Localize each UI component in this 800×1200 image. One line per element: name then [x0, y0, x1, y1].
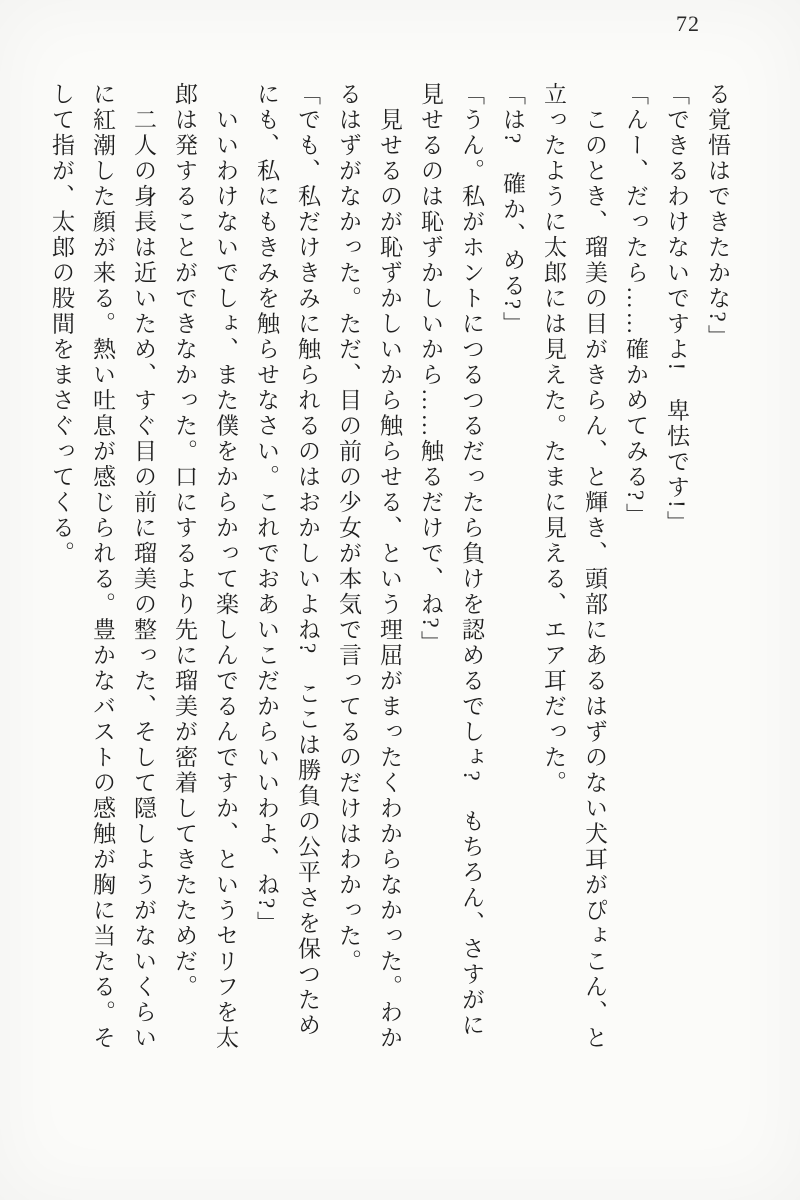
- text-line: 見せるのが恥ずかしいから触らせる、という理屈がまったくわからなかった。わか: [377, 82, 402, 1051]
- text-line: このとき、瑠美の目がきらん、と輝き、頭部にあるはずのない犬耳がぴょこん、と: [582, 82, 607, 1051]
- text-line: 「でも、私だけきみに触られるのはおかしいよね? ここは勝負の公平さを保つため: [295, 82, 320, 1039]
- text-line: 「んー、だったら……確かめてみる?」: [623, 82, 648, 529]
- text-line: 「できるわけないですよ! 卑怯です!」: [664, 82, 689, 536]
- text-line: に紅潮した顔が来る。熱い吐息が感じられる。豊かなバストの感触が胸に当たる。そ: [90, 82, 115, 1051]
- page-number: 72: [676, 11, 700, 36]
- text-line: 二人の身長は近いため、すぐ目の前に瑠美の整った、そして隠しようがないくらい: [131, 82, 156, 1051]
- text-line: して指が、太郎の股間をまさぐってくる。: [49, 82, 74, 567]
- text-line: 見せるのは恥ずかしいから……触るだけで、ね?」: [418, 82, 443, 656]
- text-line: 「は? 確か、める?」: [500, 82, 525, 337]
- text-line: るはずがなかった。ただ、目の前の少女が本気で言ってるのだけはわかった。: [336, 82, 361, 975]
- text-line: る覚悟はできたかな?」: [705, 82, 730, 350]
- text-line: 立ったように太郎には見えた。たまに見える、エア耳だった。: [541, 82, 566, 796]
- novel-text-block: [41, 82, 738, 1107]
- text-line: いいわけないでしょ、また僕をからかって楽しんでるんですか、というセリフを太: [213, 82, 238, 1051]
- text-line: にも、私にもきみを触らせなさい。これでおあいこだからいいわよ、ね?」: [254, 82, 279, 937]
- text-line: 「うん。私がホントにつるつるだったら負けを認めるでしょ? もちろん、さすがに: [459, 82, 484, 1039]
- text-line: 郎は発することができなかった。口にするより先に瑠美が密着してきたためだ。: [172, 82, 197, 1000]
